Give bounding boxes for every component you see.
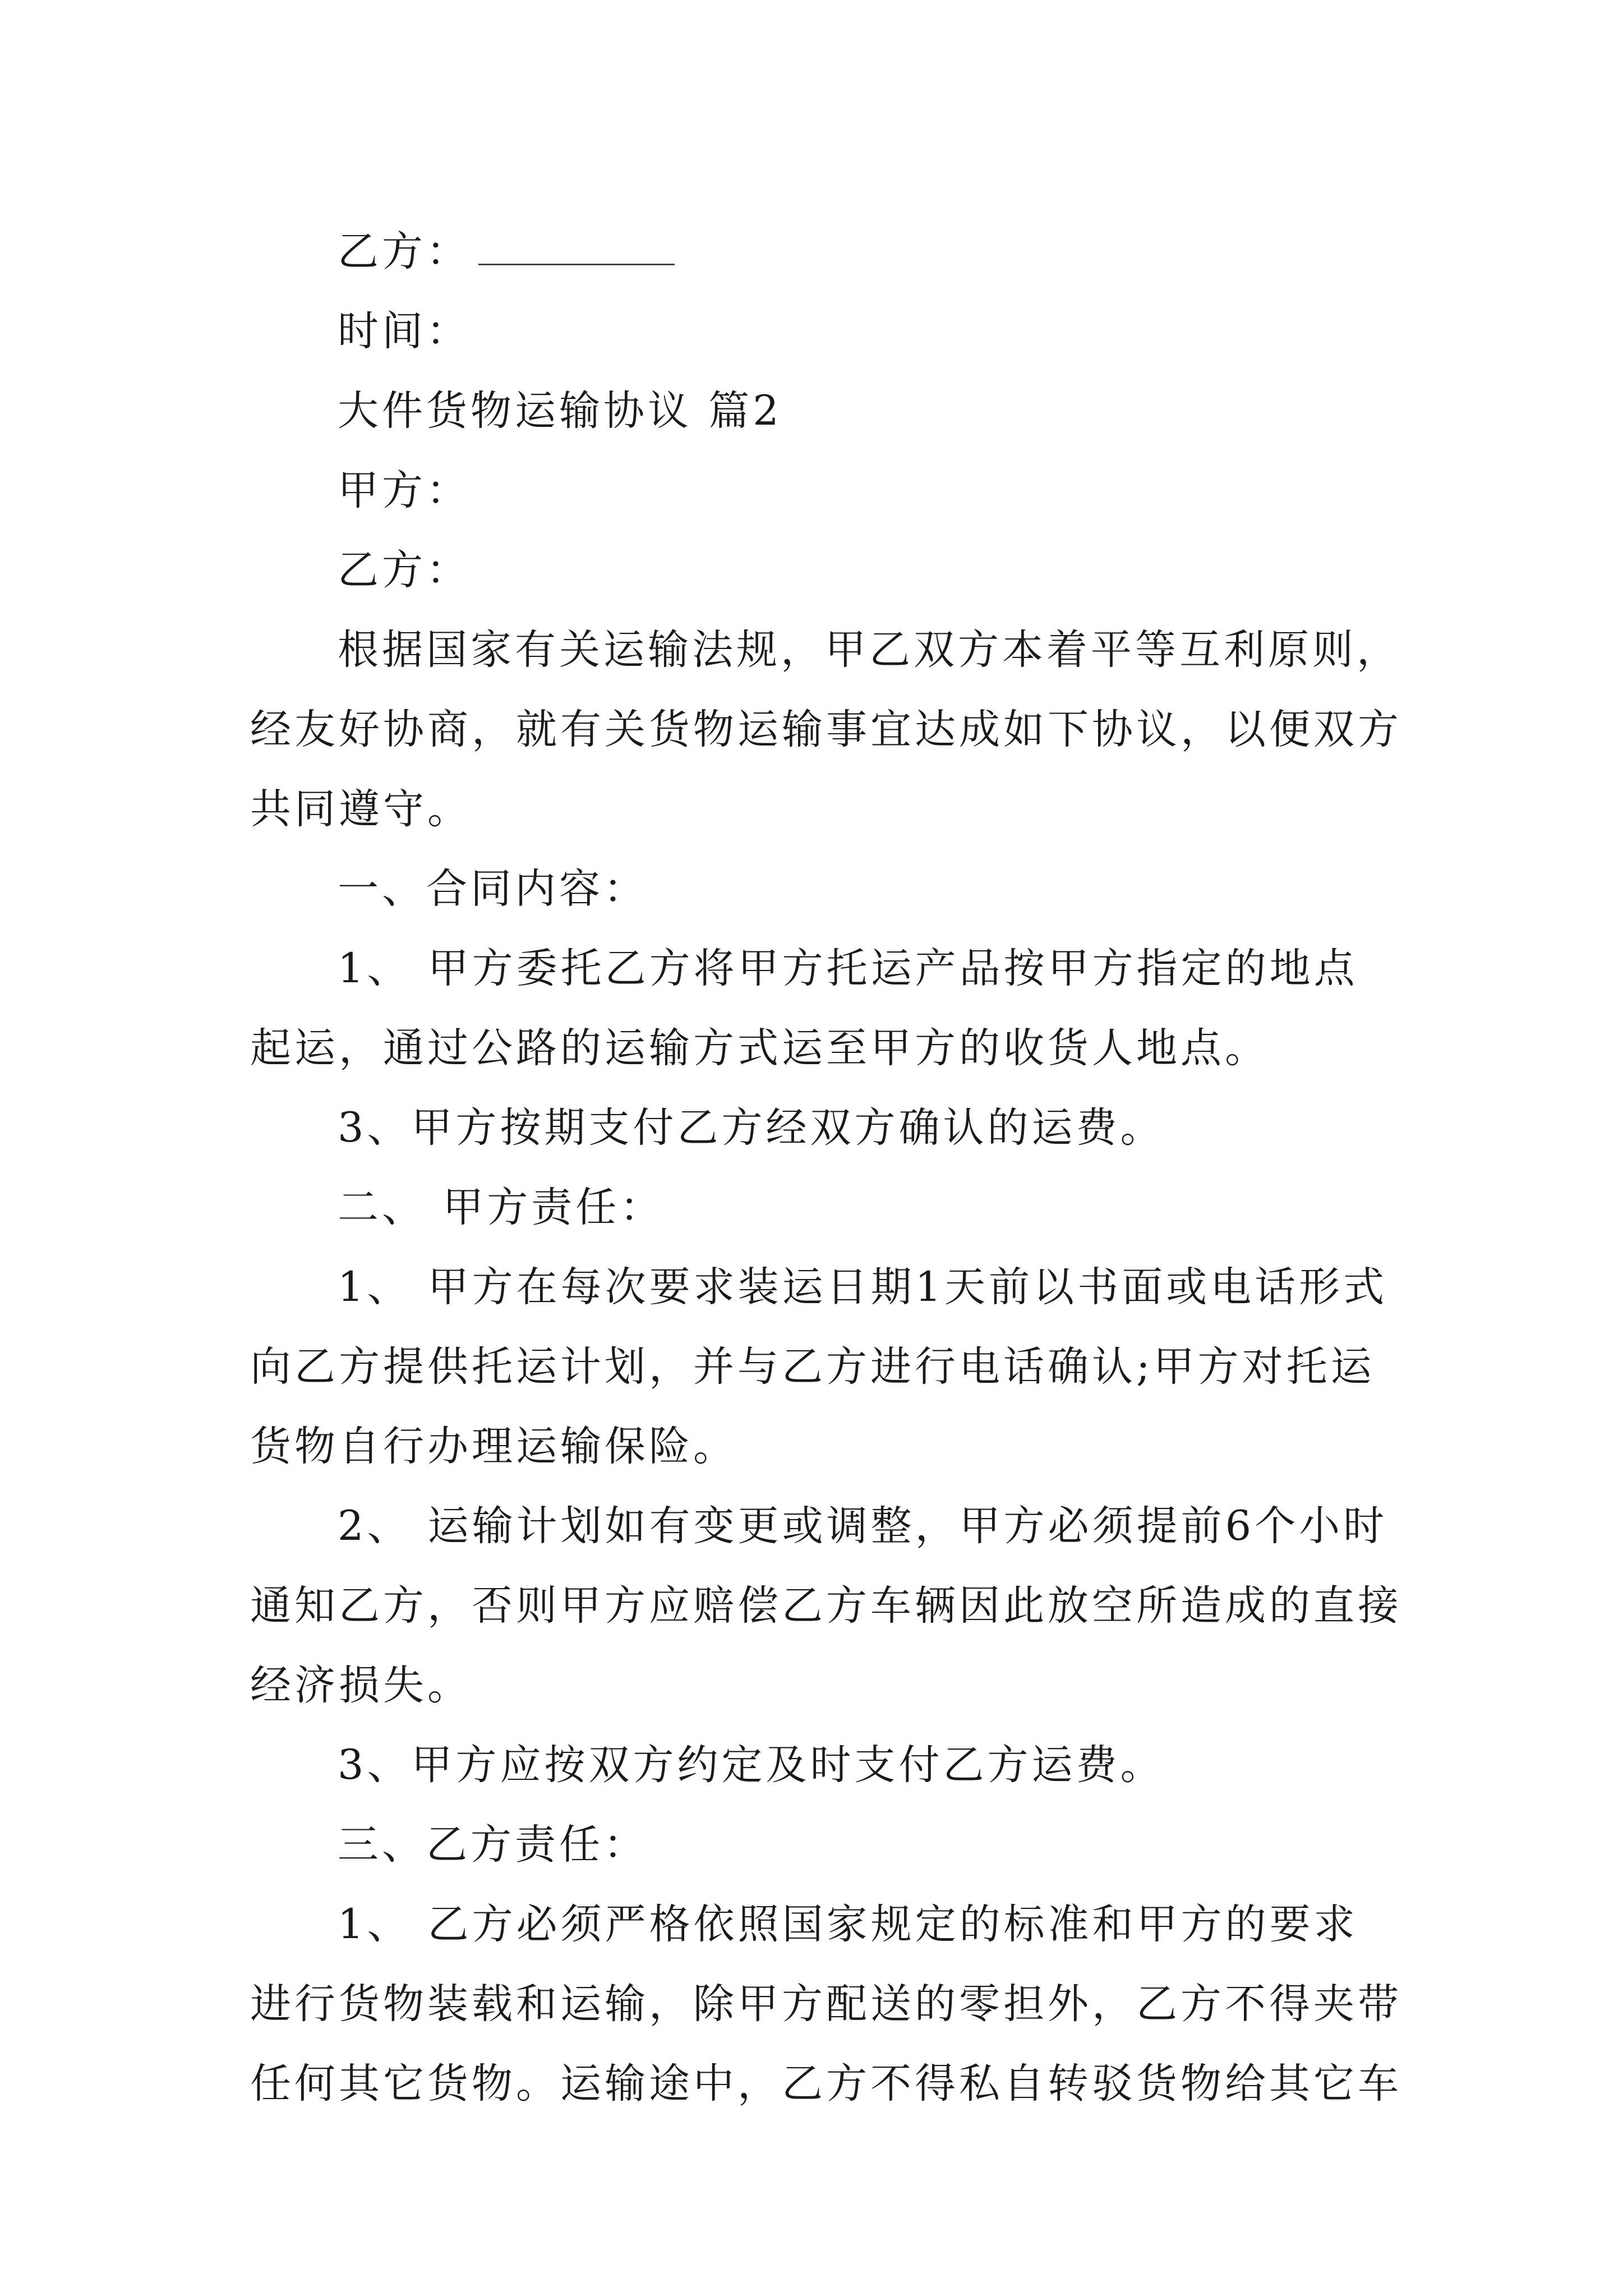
paragraph-line: 任何其它货物。运输途中，乙方不得私自转驳货物给其它车: [250, 2060, 1402, 2108]
paragraph-line: 向乙方提供托运计划，并与乙方进行电话确认;甲方对托运: [250, 1343, 1375, 1391]
paragraph-line: 根据国家有关运输法规，甲乙双方本着平等互利原则，: [338, 626, 1401, 674]
party-b-label: 乙方：: [338, 228, 471, 275]
party-b-signature-line: [250, 212, 1394, 292]
paragraph-line: 1、 乙方必须严格依照国家规定的标准和甲方的要求: [338, 1901, 1358, 1948]
paragraph-line: 货物自行办理运输保险。: [250, 1423, 737, 1470]
paragraph-line: 3、甲方按期支付乙方经双方确认的运费。: [338, 1104, 1165, 1152]
paragraph-line: 进行货物装载和运输，除甲方配送的零担外，乙方不得夹带: [250, 1980, 1402, 2028]
paragraph-line: 1、 甲方委托乙方将甲方托运产品按甲方指定的地点: [338, 945, 1358, 992]
date-line: 时间：: [338, 307, 471, 355]
paragraph-line: 共同遵守。: [250, 785, 472, 833]
document-body: [250, 212, 1402, 2124]
paragraph-line: 通知乙方，否则甲方应赔偿乙方车辆因此放空所造成的直接: [250, 1582, 1402, 1630]
paragraph-line: 3、甲方应按双方约定及时支付乙方运费。: [338, 1741, 1165, 1789]
paragraph-line: 经济损失。: [250, 1662, 472, 1709]
party-a-line: 甲方：: [338, 467, 471, 514]
section-heading: 二、 甲方责任：: [338, 1184, 665, 1231]
party-b-line: 乙方：: [338, 546, 471, 594]
paragraph-line: 经友好协商，就有关货物运输事宜达成如下协议，以便双方: [250, 706, 1402, 753]
signature-blank: [478, 230, 675, 265]
section-heading: 三、乙方责任：: [338, 1821, 648, 1869]
section-heading: 一、合同内容：: [338, 865, 648, 913]
paragraph-line: 2、 运输计划如有变更或调整，甲方必须提前6个小时: [338, 1502, 1388, 1550]
paragraph-line: 1、 甲方在每次要求装运日期1天前以书面或电话形式: [338, 1263, 1388, 1311]
agreement-title: 大件货物运输协议 篇2: [338, 387, 782, 435]
paragraph-line: 起运，通过公路的运输方式运至甲方的收货人地点。: [250, 1024, 1269, 1072]
